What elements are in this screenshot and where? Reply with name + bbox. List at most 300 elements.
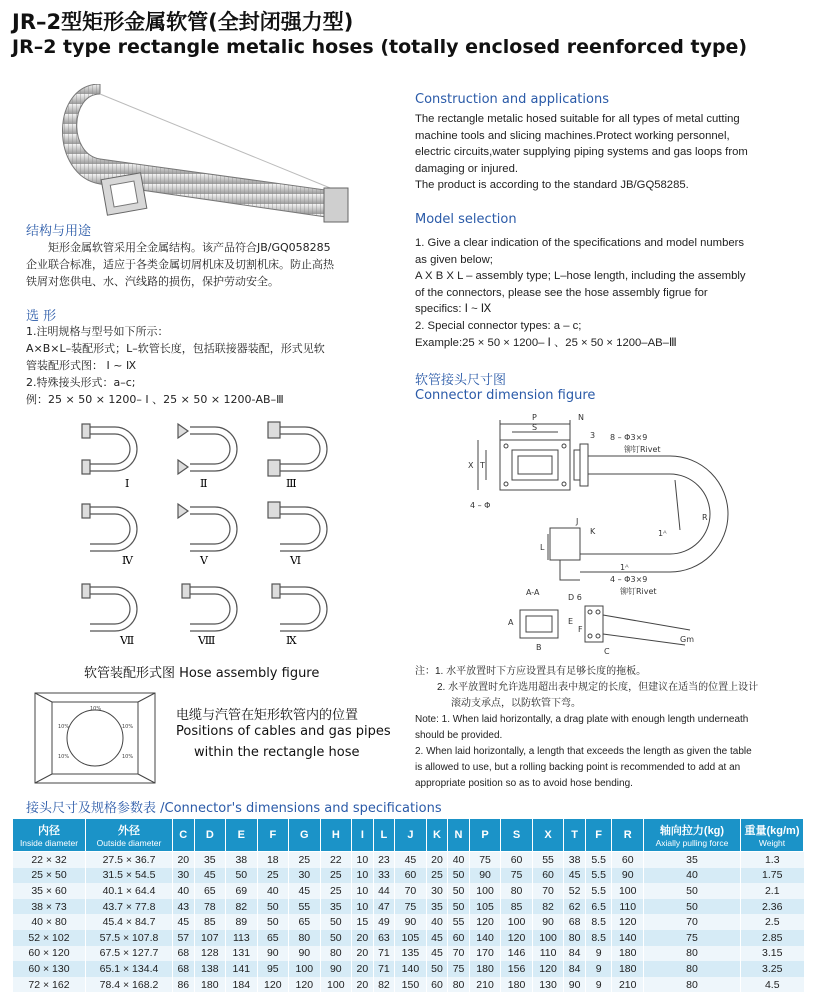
table-cell: 75: [469, 852, 501, 868]
table-cell: 107: [194, 930, 226, 946]
table-cell: 20: [173, 852, 195, 868]
table-cell: 120: [501, 930, 533, 946]
table-cell: 2.36: [741, 899, 804, 915]
table-cell: 68: [173, 961, 195, 977]
table-cell: 69: [226, 883, 258, 899]
note-line: 2. When laid horizontally, a length that exceeds the length as given the table: [415, 746, 752, 757]
connector-heading-en: Connector dimension figure: [415, 388, 596, 403]
table-cell: 33: [373, 868, 395, 884]
construction-line: machine tools and slicing machines.Protect working personnel,: [415, 129, 730, 142]
note-line: Note: 1. When laid horizontally, a drag plate with enough length underneath: [415, 714, 749, 725]
table-cell: 156: [501, 961, 533, 977]
table-cell: 45: [426, 930, 448, 946]
col-header: D: [194, 819, 226, 852]
table-cell: 55: [448, 914, 470, 930]
dim-label: R: [702, 513, 708, 522]
table-cell: 100: [532, 930, 564, 946]
table-cell: 90: [532, 914, 564, 930]
notes-block: [415, 664, 810, 792]
dim-label: X: [468, 461, 474, 470]
cn-selection-line: 1.注明规格与型号如下所示：: [26, 325, 169, 338]
cn-selection-text: [26, 323, 386, 408]
table-cell: 100: [320, 977, 352, 993]
table-cell: 49: [373, 914, 395, 930]
table-cell: 25: [426, 868, 448, 884]
position-title-en-2: within the rectangle hose: [194, 745, 360, 760]
table-cell: 105: [395, 930, 427, 946]
table-cell: 9: [585, 977, 612, 993]
table-cell: 35: [644, 852, 741, 868]
table-cell: 10: [352, 899, 374, 915]
table-cell: 38: [226, 852, 258, 868]
note-line: 2. 水平放置时允许选用超出表中规定的长度，但建议在适当的位置上设计: [437, 682, 759, 693]
table-cell: 63: [373, 930, 395, 946]
table-row: [13, 899, 804, 915]
table-cell: 71: [373, 961, 395, 977]
table-cell: 10: [352, 868, 374, 884]
table-cell: 180: [612, 961, 644, 977]
position-pct: 10%: [90, 706, 102, 712]
table-cell: 141: [226, 961, 258, 977]
table-cell: 105: [469, 899, 501, 915]
table-cell: 180: [469, 961, 501, 977]
table-cell: 110: [532, 946, 564, 962]
position-pct: 10%: [58, 754, 70, 760]
table-cell: 90: [564, 977, 586, 993]
page-title-en: JR–2 type rectangle metalic hoses (totally enclosed reenforced type): [12, 36, 748, 58]
cn-structure-line: 矩形金属软管采用全金属结构。该产品符合JB/GQ058285: [48, 241, 331, 254]
table-cell: 50: [226, 868, 258, 884]
table-cell: 38 × 73: [13, 899, 86, 915]
table-cell: 120: [532, 961, 564, 977]
table-cell: 140: [612, 930, 644, 946]
table-cell: 100: [501, 914, 533, 930]
table-cell: 20: [352, 961, 374, 977]
table-row: [13, 883, 804, 899]
table-cell: 150: [395, 977, 427, 993]
assembly-label: Ⅸ: [286, 634, 297, 647]
model-line: specifics: Ⅰ ~ Ⅸ: [415, 303, 492, 316]
table-cell: 5.5: [585, 868, 612, 884]
col-header: E: [226, 819, 258, 852]
table-cell: 65: [257, 930, 289, 946]
table-cell: 2.85: [741, 930, 804, 946]
table-cell: 60: [612, 852, 644, 868]
table-cell: 84: [564, 961, 586, 977]
table-cell: 55: [532, 852, 564, 868]
table-cell: 120: [289, 977, 321, 993]
construction-line: The rectangle metalic hosed suitable for all types of metal cutting: [415, 113, 740, 125]
col-header: K: [426, 819, 448, 852]
table-cell: 22: [320, 852, 352, 868]
table-cell: 20: [352, 930, 374, 946]
cn-selection-line: 管装配形式图： Ⅰ ~ Ⅸ: [26, 359, 137, 372]
table-cell: 90: [612, 868, 644, 884]
table-cell: 55: [289, 899, 321, 915]
table-cell: 60 × 130: [13, 961, 86, 977]
table-cell: 50: [448, 868, 470, 884]
table-cell: 80: [644, 946, 741, 962]
table-cell: 35: [194, 852, 226, 868]
dim-label: 1ᴬ: [658, 529, 667, 538]
table-cell: 113: [226, 930, 258, 946]
page-title-cn: JR–2型矩形金属软管(全封闭强力型): [12, 10, 354, 34]
table-cell: 128: [194, 946, 226, 962]
table-cell: 25: [289, 852, 321, 868]
model-line: as given below;: [415, 253, 493, 266]
table-cell: 80: [564, 930, 586, 946]
dim-label: A: [508, 618, 514, 627]
construction-text: [415, 111, 807, 194]
col-header: 外径 Outside diameter: [86, 819, 173, 852]
model-line: Example:25 × 50 × 1200– Ⅰ 、25 × 50 × 1200–AB–Ⅲ: [415, 336, 677, 349]
table-row: [13, 977, 804, 993]
cn-structure-line: 铁屑对您供电、水、汽线路的损伤，保护劳动安全。: [26, 275, 279, 288]
table-cell: 40.1 × 64.4: [86, 883, 173, 899]
table-header-row: [13, 819, 804, 852]
table-cell: 184: [226, 977, 258, 993]
table-cell: 90: [257, 946, 289, 962]
dim-label: C: [604, 647, 610, 655]
table-cell: 90: [395, 914, 427, 930]
table-cell: 15: [352, 914, 374, 930]
table-cell: 38: [564, 852, 586, 868]
table-cell: 80: [320, 946, 352, 962]
table-cell: 170: [469, 946, 501, 962]
col-header: P: [469, 819, 501, 852]
table-cell: 80: [644, 977, 741, 993]
connector-heading-cn: 软管接头尺寸图: [415, 373, 507, 388]
table-cell: 20: [352, 946, 374, 962]
col-header: F: [257, 819, 289, 852]
table-cell: 75: [644, 930, 741, 946]
dim-label: S: [532, 423, 538, 432]
table-cell: 140: [395, 961, 427, 977]
col-header: J: [395, 819, 427, 852]
dim-label: 4 – Φ3×9: [610, 575, 648, 584]
table-cell: 68: [173, 946, 195, 962]
col-header: C: [173, 819, 195, 852]
table-cell: 40: [173, 883, 195, 899]
col-header: N: [448, 819, 470, 852]
position-title-cn: 电缆与汽管在矩形软管内的位置: [176, 708, 359, 723]
table-cell: 40: [257, 883, 289, 899]
col-header: T: [564, 819, 586, 852]
table-cell: 78: [194, 899, 226, 915]
cn-structure-heading: 结构与用途: [26, 224, 92, 239]
construction-heading: Construction and applications: [415, 92, 609, 107]
table-cell: 90: [320, 961, 352, 977]
note-line: is allowed to use, but a rolling backing point is recommended to add at an: [415, 762, 741, 773]
table-cell: 35: [426, 899, 448, 915]
table-cell: 100: [612, 883, 644, 899]
table-cell: 20: [352, 977, 374, 993]
table-cell: 45: [395, 852, 427, 868]
table-cell: 60: [395, 868, 427, 884]
dim-label: 铆钉Rivet: [624, 445, 661, 454]
col-header: L: [373, 819, 395, 852]
table-cell: 2.5: [741, 914, 804, 930]
table-cell: 25: [320, 868, 352, 884]
table-cell: 4.5: [741, 977, 804, 993]
model-line: 2. Special connector types: a – c;: [415, 319, 582, 332]
table-cell: 1.3: [741, 852, 804, 868]
table-cell: 180: [501, 977, 533, 993]
construction-line: damaging or injured.: [415, 162, 518, 175]
dim-label: L: [540, 543, 545, 552]
table-cell: 8.5: [585, 930, 612, 946]
table-row: [13, 961, 804, 977]
table-cell: 131: [226, 946, 258, 962]
table-cell: 57.5 × 107.8: [86, 930, 173, 946]
table-cell: 130: [532, 977, 564, 993]
dim-label: 1ᴬ: [620, 563, 629, 572]
table-cell: 3.15: [741, 946, 804, 962]
table-row: [13, 914, 804, 930]
table-cell: 6.5: [585, 899, 612, 915]
table-cell: 60: [448, 930, 470, 946]
col-header: 轴向拉力(kg) Axially pulling force: [644, 819, 741, 852]
table-cell: 35: [320, 899, 352, 915]
table-cell: 120: [257, 977, 289, 993]
table-cell: 82: [532, 899, 564, 915]
spec-table: [12, 818, 804, 992]
table-cell: 62: [564, 899, 586, 915]
table-cell: 45: [289, 883, 321, 899]
table-cell: 5.5: [585, 852, 612, 868]
table-cell: 70: [644, 914, 741, 930]
hose-product-image: [40, 84, 360, 234]
table-cell: 50: [257, 899, 289, 915]
table-heading: 接头尺寸及规格参数表 /Connector's dimensions and specifications: [26, 801, 442, 816]
cn-selection-line: 2.特殊接头形式：a–c;: [26, 376, 136, 389]
table-cell: 85: [194, 914, 226, 930]
table-cell: 50: [644, 899, 741, 915]
table-cell: 100: [469, 883, 501, 899]
position-pct: 10%: [122, 724, 134, 730]
construction-line: electric circuits,water supplying piping systems and gas loops from: [415, 146, 748, 159]
table-cell: 45.4 × 84.7: [86, 914, 173, 930]
table-cell: 67.5 × 127.7: [86, 946, 173, 962]
assembly-label: Ⅵ: [290, 554, 302, 567]
col-header: S: [501, 819, 533, 852]
assembly-label: Ⅰ: [125, 477, 130, 490]
dim-label: 铆钉Rivet: [620, 587, 657, 596]
table-cell: 18: [257, 852, 289, 868]
table-row: [13, 868, 804, 884]
dim-label: N: [578, 413, 584, 422]
table-row: [13, 946, 804, 962]
table-cell: 84: [564, 946, 586, 962]
table-cell: 140: [469, 930, 501, 946]
table-cell: 65: [194, 883, 226, 899]
dim-label: P: [532, 413, 537, 422]
table-cell: 5.5: [585, 883, 612, 899]
table-cell: 120: [469, 914, 501, 930]
table-cell: 75: [395, 899, 427, 915]
note-line: should be provided.: [415, 730, 503, 741]
table-cell: 65.1 × 134.4: [86, 961, 173, 977]
table-cell: 60 × 120: [13, 946, 86, 962]
assembly-label: Ⅳ: [122, 554, 133, 567]
table-cell: 100: [289, 961, 321, 977]
table-cell: 25 × 50: [13, 868, 86, 884]
note-line: 滚动支承点，以防软管下弯。: [451, 698, 581, 709]
table-row: [13, 852, 804, 868]
dim-label: 3: [590, 431, 596, 440]
table-cell: 120: [612, 914, 644, 930]
assembly-label: Ⅴ: [200, 554, 208, 567]
table-cell: 95: [257, 961, 289, 977]
table-cell: 60: [426, 977, 448, 993]
table-cell: 50: [448, 899, 470, 915]
dim-label: F: [578, 625, 583, 634]
position-title-en-1: Positions of cables and gas pipes: [176, 724, 391, 739]
table-cell: 40: [644, 868, 741, 884]
table-cell: 2.1: [741, 883, 804, 899]
table-cell: 40: [448, 852, 470, 868]
dim-label: E: [568, 617, 574, 626]
position-diagram: [30, 688, 160, 788]
col-header: 重量(kg/m) Weight: [741, 819, 804, 852]
table-cell: 180: [612, 946, 644, 962]
table-cell: 44: [373, 883, 395, 899]
cn-structure-line: 企业联合标准，适应于各类金属切屑机床及切割机床。防止高热: [26, 258, 334, 271]
table-body: [13, 852, 804, 993]
table-cell: 68: [564, 914, 586, 930]
table-cell: 25: [257, 868, 289, 884]
table-cell: 10: [352, 852, 374, 868]
table-cell: 72 × 162: [13, 977, 86, 993]
table-cell: 85: [501, 899, 533, 915]
table-cell: 9: [585, 961, 612, 977]
table-cell: 10: [352, 883, 374, 899]
table-cell: 210: [469, 977, 501, 993]
table-cell: 47: [373, 899, 395, 915]
col-header: R: [612, 819, 644, 852]
table-cell: 146: [501, 946, 533, 962]
cn-selection-heading: 选 形: [26, 309, 57, 324]
table-cell: 138: [194, 961, 226, 977]
table-cell: 110: [612, 899, 644, 915]
table-cell: 30: [289, 868, 321, 884]
table-cell: 52 × 102: [13, 930, 86, 946]
table-cell: 20: [426, 852, 448, 868]
table-cell: 30: [173, 868, 195, 884]
table-cell: 43: [173, 899, 195, 915]
table-cell: 50: [320, 930, 352, 946]
connector-dimension-figure: [440, 410, 740, 655]
dim-label: T: [480, 461, 485, 470]
table-cell: 75: [501, 868, 533, 884]
table-cell: 25: [320, 883, 352, 899]
table-cell: 71: [373, 946, 395, 962]
table-cell: 82: [226, 899, 258, 915]
table-cell: 35 × 60: [13, 883, 86, 899]
col-header: I: [352, 819, 374, 852]
table-cell: 90: [289, 946, 321, 962]
table-cell: 80: [448, 977, 470, 993]
table-cell: 89: [226, 914, 258, 930]
hose-assembly-figure: [60, 412, 350, 662]
table-cell: 180: [194, 977, 226, 993]
table-cell: 80: [501, 883, 533, 899]
table-row: [13, 930, 804, 946]
table-cell: 40 × 80: [13, 914, 86, 930]
dim-label: A-A: [526, 588, 540, 597]
col-header: H: [320, 819, 352, 852]
table-cell: 210: [612, 977, 644, 993]
model-text: [415, 235, 807, 351]
note-line: 注：1. 水平放置时下方应设置具有足够长度的拖板。: [415, 666, 647, 677]
table-cell: 40: [426, 914, 448, 930]
table-cell: 135: [395, 946, 427, 962]
table-cell: 60: [501, 852, 533, 868]
assembly-label: Ⅲ: [286, 477, 297, 490]
table-cell: 52: [564, 883, 586, 899]
table-cell: 50: [448, 883, 470, 899]
table-cell: 90: [469, 868, 501, 884]
table-cell: 45: [194, 868, 226, 884]
table-cell: 8.5: [585, 914, 612, 930]
dim-label: K: [590, 527, 596, 536]
table-cell: 86: [173, 977, 195, 993]
table-cell: 1.75: [741, 868, 804, 884]
dim-label: J: [576, 517, 579, 526]
dim-label: 8 – Φ3×9: [610, 433, 648, 442]
dim-label: Gm: [680, 635, 694, 644]
table-cell: 70: [395, 883, 427, 899]
table-cell: 78.4 × 168.2: [86, 977, 173, 993]
position-pct: 10%: [58, 724, 70, 730]
assembly-caption: 软管装配形式图 Hose assembly figure: [84, 666, 320, 681]
table-cell: 50: [426, 961, 448, 977]
assembly-label: Ⅷ: [198, 634, 216, 647]
model-line: A X B X L – assembly type; L–hose length, including the assembly: [415, 270, 746, 283]
table-cell: 50: [320, 914, 352, 930]
model-line: of the connectors, please see the hose assembly figrue for: [415, 286, 708, 299]
cn-selection-line: 例：25 × 50 × 1200– Ⅰ 、25 × 50 × 1200-AB–Ⅲ: [26, 393, 284, 406]
table-cell: 50: [644, 883, 741, 899]
table-cell: 75: [448, 961, 470, 977]
assembly-label: Ⅱ: [200, 477, 208, 490]
table-cell: 70: [448, 946, 470, 962]
dim-label: 4 – Φ: [470, 501, 491, 510]
dim-label: B: [536, 643, 542, 652]
col-header: X: [532, 819, 564, 852]
cn-structure-text: [26, 239, 386, 290]
table-cell: 30: [426, 883, 448, 899]
table-cell: 22 × 32: [13, 852, 86, 868]
table-cell: 65: [289, 914, 321, 930]
table-cell: 80: [644, 961, 741, 977]
table-cell: 45: [426, 946, 448, 962]
table-cell: 60: [532, 868, 564, 884]
table-cell: 80: [289, 930, 321, 946]
col-header: G: [289, 819, 321, 852]
assembly-label: Ⅶ: [120, 634, 135, 647]
table-cell: 70: [532, 883, 564, 899]
model-heading: Model selection: [415, 212, 517, 227]
position-pct: 10%: [122, 754, 134, 760]
dim-label: D 6: [568, 593, 582, 602]
note-line: appropriate position so as to avoid hose bending.: [415, 778, 633, 789]
table-cell: 82: [373, 977, 395, 993]
table-cell: 50: [257, 914, 289, 930]
construction-line: The product is according to the standard JB/GQ58285.: [415, 179, 689, 192]
table-cell: 31.5 × 54.5: [86, 868, 173, 884]
cn-selection-line: A×B×L–装配形式；L–软管长度，包括联接器装配，形式见软: [26, 342, 325, 355]
